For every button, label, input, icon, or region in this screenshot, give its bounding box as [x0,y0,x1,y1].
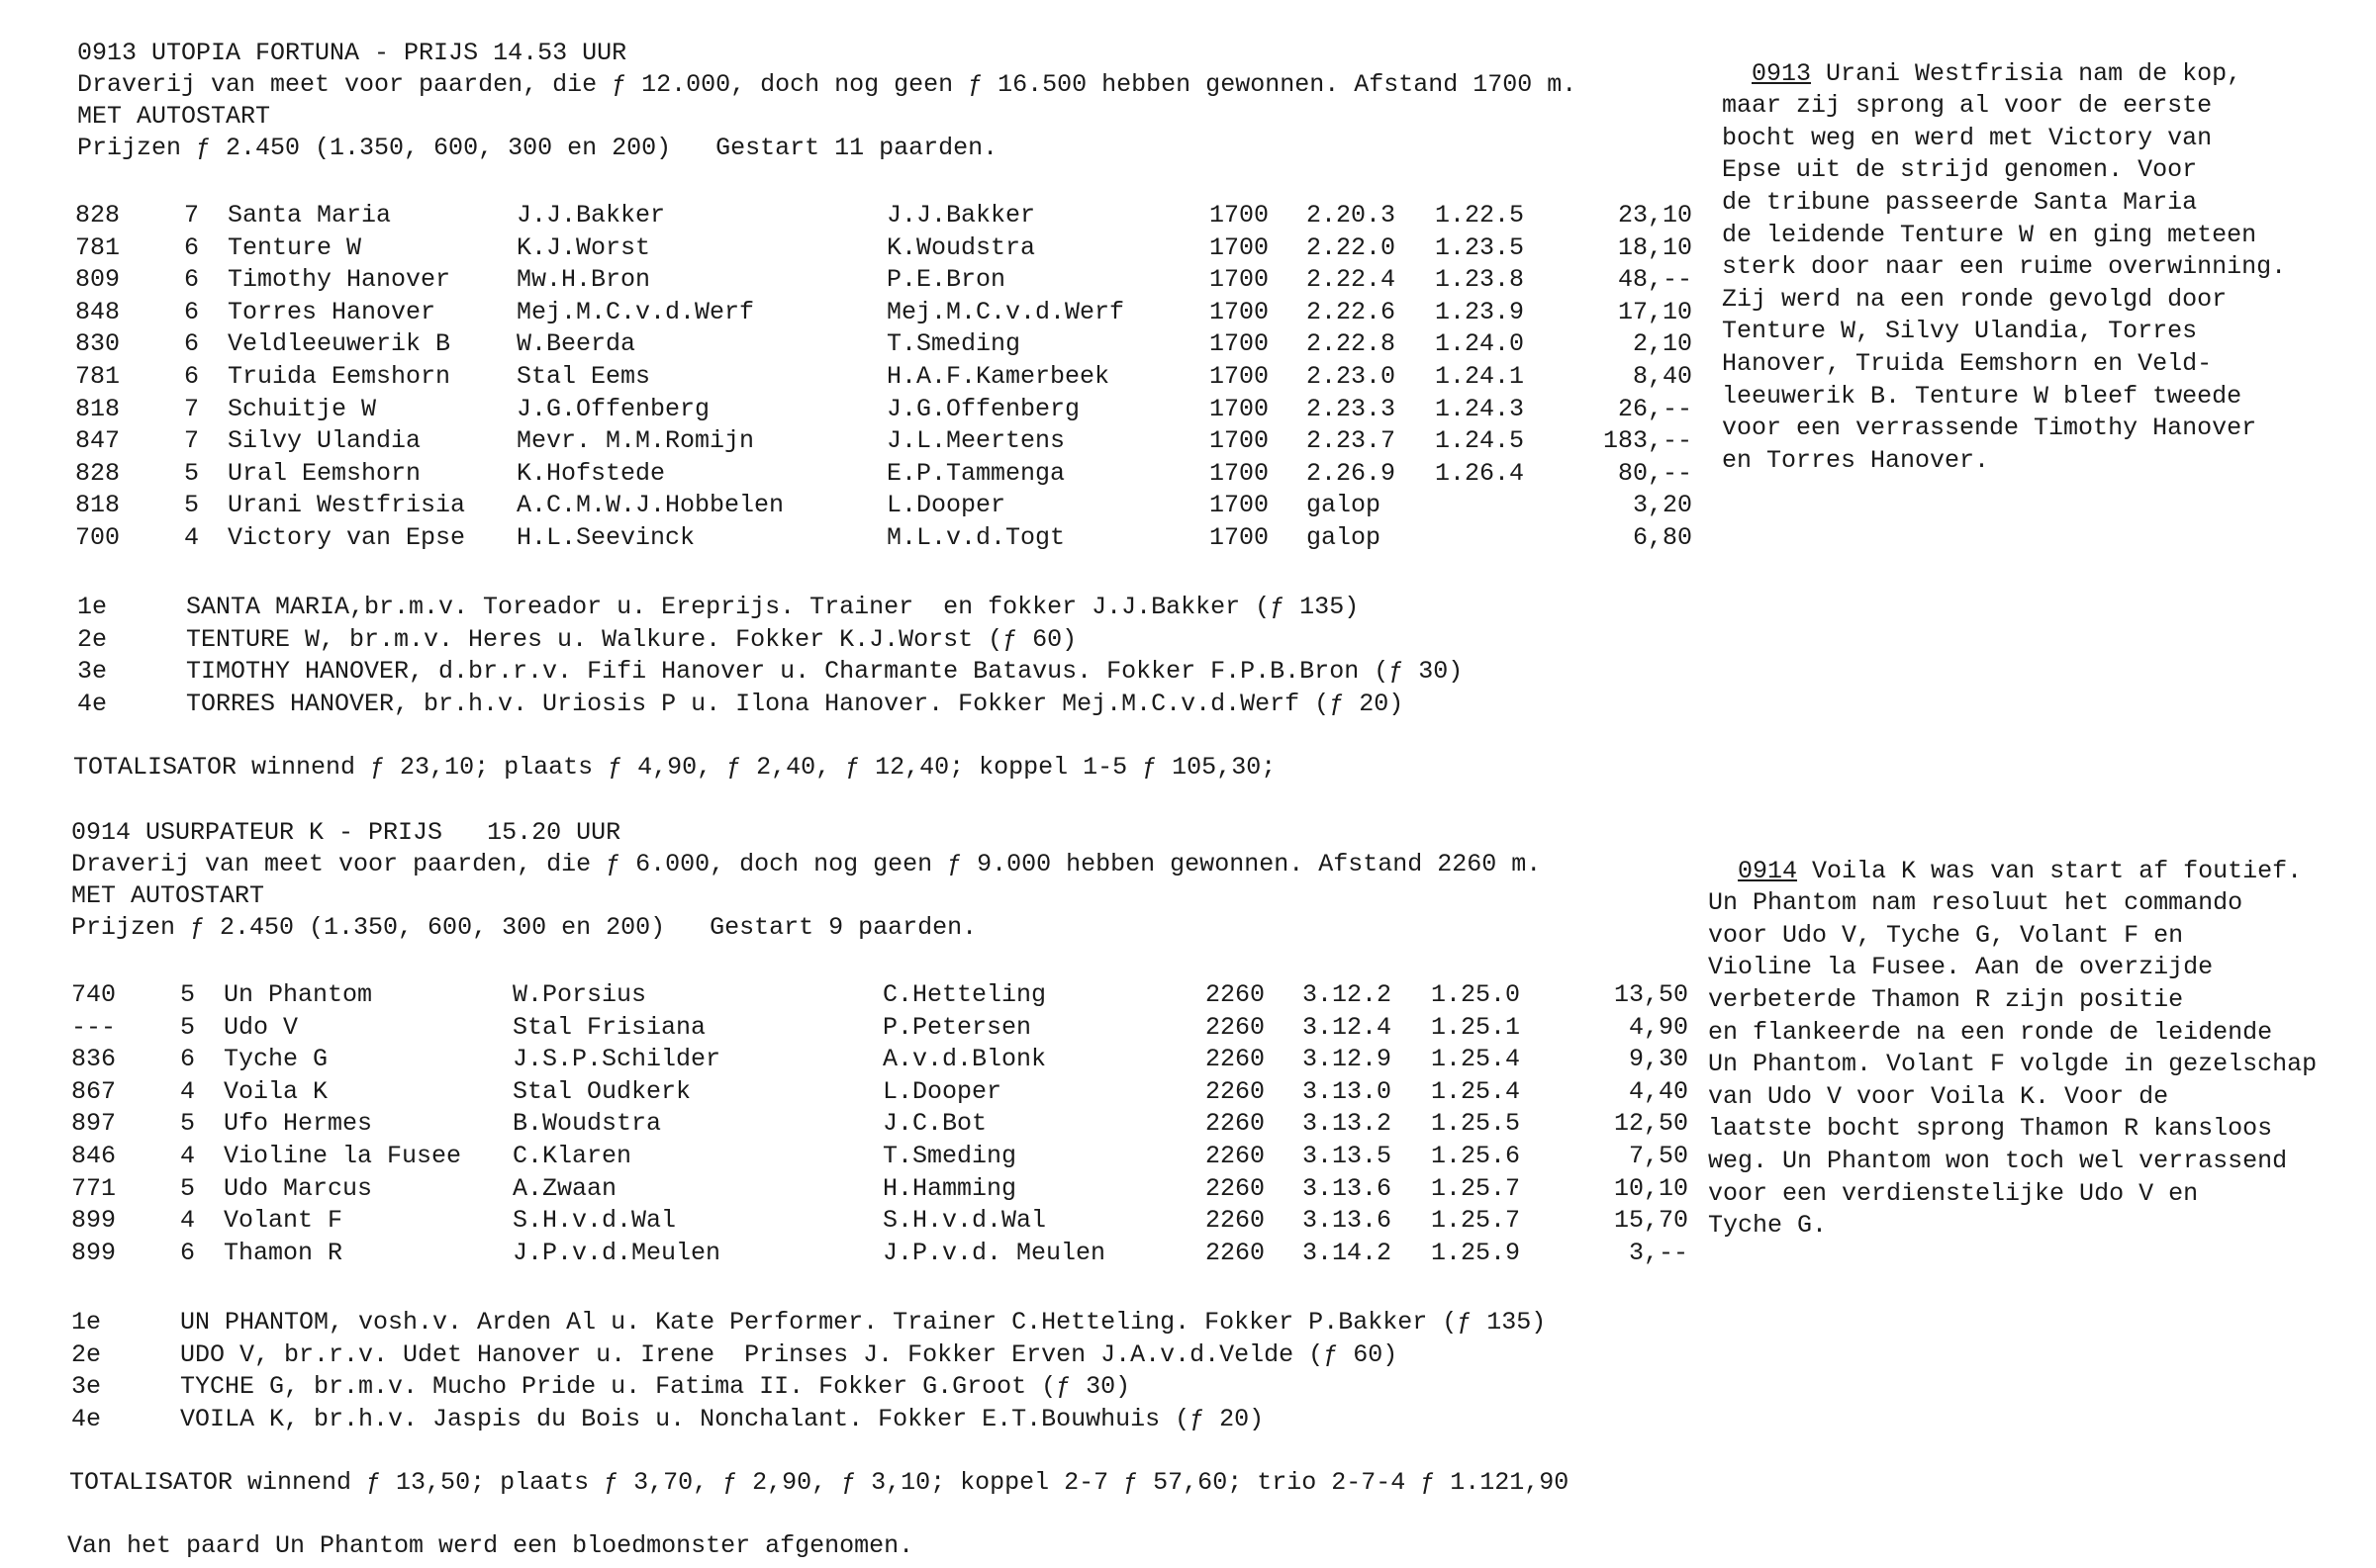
odds-cell: 18,10 [1617,232,1692,262]
table-row [0,1076,1688,1109]
race-time-cell: 3.14.2 [1302,1238,1392,1267]
odds-cell: 26,-- [1617,394,1692,423]
placing-description: TIMOTHY HANOVER, d.br.r.v. Fifi Hanover u. Charmante Batavus. Fokker F.P.B.Bron (ƒ 30) [186,657,1464,687]
km-time-cell: 1.22.5 [1435,201,1525,230]
placing-description: UDO V, br.r.v. Udet Hanover u. Irene Prinses J. Fokker Erven J.A.v.d.Velde (ƒ 60) [180,1339,1398,1369]
commentary-line: verbeterde Thamon R zijn positie [1708,984,2184,1014]
entry-number-cell: 846 [71,1141,117,1170]
distance-cell: 1700 [1209,297,1270,326]
km-time-cell: 1.25.1 [1431,1012,1521,1042]
results-table [0,979,1688,1269]
odds-cell: 13,50 [1613,980,1688,1009]
placing-row [71,1371,1546,1404]
commentary-line: maar zij sprong al voor de eerste [1722,91,2213,121]
table-row [0,458,1692,491]
race-time-cell: 3.13.0 [1302,1076,1392,1106]
placing-row [71,1339,1546,1372]
commentary-line: Un Phantom. Volant F volgde in gezelschap [1708,1050,2318,1079]
start-type: MET AUTOSTART [71,881,265,910]
horse-age-cell: 5 [180,980,196,1009]
driver-cell: J.P.v.d. Meulen [883,1238,1106,1267]
driver-cell: L.Dooper [883,1076,1002,1106]
race-time-cell: 2.23.3 [1306,394,1396,423]
odds-cell: 10,10 [1613,1173,1688,1203]
distance-cell: 1700 [1209,458,1270,488]
horse-age-cell: 5 [180,1109,196,1139]
entry-number-cell: 848 [75,297,121,326]
commentary-line: Hanover, Truida Eemshorn en Veld- [1722,348,2213,378]
placing-description: UN PHANTOM, vosh.v. Arden Al u. Kate Performer. Trainer C.Hetteling. Fokker P.Bakker (ƒ 135) [180,1308,1547,1337]
placing-description: SANTA MARIA,br.m.v. Toreador u. Ereprijs. Trainer en fokker J.J.Bakker (ƒ 135) [186,593,1360,621]
horse-age-cell: 7 [184,426,200,456]
horse-age-cell: 6 [184,265,200,295]
placing-description: TORRES HANOVER, br.h.v. Uriosis P u. Ilona Hanover. Fokker Mej.M.C.v.d.Werf (ƒ 20) [186,689,1404,718]
horse-name-cell: Truida Eemshorn [228,361,451,391]
horse-name-cell: Veldleeuwerik B [228,329,451,359]
driver-cell: P.Petersen [883,1012,1032,1042]
odds-cell: 80,-- [1617,458,1692,488]
commentary-race-number: 0913 [1752,58,1812,88]
horse-name-cell: Ufo Hermes [224,1109,373,1139]
km-time-cell: 1.23.8 [1435,265,1525,295]
km-time-cell: 1.26.4 [1435,458,1525,488]
km-time-cell: 1.25.9 [1431,1238,1521,1267]
owner-cell: Stal Oudkerk [513,1076,692,1106]
owner-cell: J.S.P.Schilder [513,1045,721,1074]
commentary-line: laatste bocht sprong Thamon R kansloos [1708,1114,2273,1144]
table-row [0,264,1692,297]
table-row [0,394,1692,426]
table-row [0,1044,1688,1076]
horse-age-cell: 6 [184,329,200,359]
table-row [0,522,1692,555]
placing-rank: 1e [77,593,108,621]
horse-age-cell: 4 [180,1076,196,1106]
commentary-line: leeuwerik B. Tenture W bleef tweede [1722,381,2242,411]
entry-number-cell: 771 [71,1173,117,1203]
placings-list [71,1307,1546,1435]
distance-cell: 2260 [1205,980,1266,1009]
driver-cell: H.Hamming [883,1173,1017,1203]
distance-cell: 1700 [1209,265,1270,295]
entry-number-cell: 830 [75,329,121,359]
table-row [0,1108,1688,1141]
horse-name-cell: Tenture W [228,232,362,262]
km-time-cell [1435,522,1583,555]
commentary-line: Voila K was van start af foutief. [1797,856,2303,885]
placing-rank: 1e [71,1308,102,1337]
table-row [0,297,1692,329]
placing-description: TYCHE G, br.m.v. Mucho Pride u. Fatima II. Fokker G.Groot (ƒ 30) [180,1372,1131,1402]
horse-age-cell: 7 [184,394,200,423]
race-time-cell: 2.23.7 [1306,426,1396,456]
distance-cell: 1700 [1209,426,1270,456]
commentary-line: en Torres Hanover. [1722,445,1990,475]
placing-description: TENTURE W, br.m.v. Heres u. Walkure. Fokker K.J.Worst (ƒ 60) [186,624,1078,654]
owner-cell: Mej.M.C.v.d.Werf [517,297,755,326]
prize-line: Prijzen ƒ 2.450 (1.350, 600, 300 en 200) Gestart 11 paarden. [77,134,998,162]
race-time-cell: 2.23.0 [1306,361,1396,391]
horse-name-cell: Victory van Epse [228,522,466,552]
horse-age-cell: 6 [184,361,200,391]
placing-row [77,656,1463,689]
owner-cell: W.Porsius [513,980,647,1009]
entry-number-cell: 700 [75,522,121,552]
results-table [0,200,1692,555]
entry-number-cell: 781 [75,361,121,391]
distance-cell: 2260 [1205,1076,1266,1106]
owner-cell: J.P.v.d.Meulen [513,1238,721,1267]
table-row [0,1205,1688,1238]
odds-cell: 17,10 [1617,297,1692,326]
table-row [0,490,1692,522]
placing-description: VOILA K, br.h.v. Jaspis du Bois u. Nonchalant. Fokker E.T.Bouwhuis (ƒ 20) [180,1404,1265,1433]
distance-cell: 1700 [1209,232,1270,262]
km-time-cell: 1.24.0 [1435,329,1525,359]
distance-cell: 1700 [1209,361,1270,391]
driver-cell: J.G.Offenberg [887,394,1081,423]
odds-cell: 6,80 [1632,522,1692,552]
commentary-line: Un Phantom nam resoluut het commando [1708,888,2243,918]
distance-cell: 2260 [1205,1206,1266,1236]
commentary-line: voor een verrassende Timothy Hanover [1722,414,2257,443]
km-time-cell: 1.25.0 [1431,980,1521,1009]
commentary-race-number: 0914 [1738,856,1798,885]
commentary-line: Tyche G. [1708,1211,1828,1241]
km-time-cell: 1.25.4 [1431,1076,1521,1106]
horse-age-cell: 6 [184,297,200,326]
km-time-cell: 1.25.7 [1431,1206,1521,1236]
horse-name-cell: Udo V [224,1012,299,1042]
table-row [0,1238,1688,1270]
driver-cell: T.Smeding [883,1141,1017,1170]
commentary-line: voor Udo V, Tyche G, Volant F en [1708,920,2184,950]
horse-age-cell: 4 [184,522,200,552]
driver-cell: Mej.M.C.v.d.Werf [887,297,1125,326]
km-time-cell: 1.25.6 [1431,1141,1521,1170]
owner-cell: A.Zwaan [513,1173,618,1203]
table-row [0,232,1692,265]
horse-name-cell: Timothy Hanover [228,265,451,295]
km-time-cell: 1.25.4 [1431,1045,1521,1074]
table-row [0,425,1692,458]
horse-name-cell: Volant F [224,1206,343,1236]
commentary-line: sterk door naar een ruime overwinning. [1722,252,2287,282]
driver-cell: J.L.Meertens [887,426,1066,456]
table-row [0,1012,1688,1045]
owner-cell: Stal Frisiana [513,1012,707,1042]
placings-list [77,592,1463,720]
placing-row [77,689,1463,721]
km-time-cell: 1.23.9 [1435,297,1525,326]
placing-row [71,1307,1546,1339]
prize-line: Prijzen ƒ 2.450 (1.350, 600, 300 en 200) Gestart 9 paarden. [71,913,978,942]
table-row [0,1173,1688,1206]
horse-name-cell: Thamon R [224,1238,343,1267]
race-time-cell: 2.26.9 [1306,458,1396,488]
placing-rank: 3e [77,657,108,687]
owner-cell: C.Klaren [513,1141,632,1170]
race-conditions: Draverij van meet voor paarden, die ƒ 12.000, doch nog geen ƒ 16.500 hebben gewonnen. Afstand 1700 m. [77,70,1577,99]
totalisator-line: TOTALISATOR winnend ƒ 23,10; plaats ƒ 4,90, ƒ 2,40, ƒ 12,40; koppel 1-5 ƒ 105,30; [73,753,1277,782]
race-commentary [1708,823,2317,1243]
km-time-cell: 1.24.1 [1435,361,1525,391]
odds-cell: 8,40 [1632,361,1692,391]
race-header [77,38,1576,164]
driver-cell: C.Hetteling [883,980,1047,1009]
horse-name-cell: Ural Eemshorn [228,458,422,488]
owner-cell: S.H.v.d.Wal [513,1206,677,1236]
odds-cell: 3,20 [1632,491,1692,520]
race-time-cell: 3.13.2 [1302,1109,1392,1139]
odds-cell: 4,40 [1628,1076,1688,1106]
odds-cell: 9,30 [1628,1045,1688,1074]
km-time-cell: 1.25.5 [1431,1109,1521,1139]
horse-age-cell: 5 [180,1173,196,1203]
entry-number-cell: 828 [75,201,121,230]
placing-rank: 4e [77,689,108,718]
driver-cell: T.Smeding [887,329,1021,359]
race-note: Van het paard Un Phantom werd een bloedmonster afgenomen. [67,1531,914,1560]
start-type: MET AUTOSTART [77,102,271,131]
table-row [0,328,1692,361]
km-time-cell: 1.23.5 [1435,232,1525,262]
owner-cell: H.L.Seevinck [517,522,696,552]
owner-cell: W.Beerda [517,329,636,359]
table-row [0,979,1688,1012]
placing-rank: 4e [71,1404,102,1433]
horse-name-cell: Udo Marcus [224,1173,373,1203]
odds-cell: 23,10 [1617,201,1692,230]
entry-number-cell: 867 [71,1076,117,1106]
distance-cell: 2260 [1205,1012,1266,1042]
placing-rank: 2e [77,624,108,654]
horse-age-cell: 6 [180,1045,196,1074]
odds-cell: 183,-- [1602,426,1692,456]
horse-name-cell: Silvy Ulandia [228,426,422,456]
distance-cell: 2260 [1205,1173,1266,1203]
distance-cell: 2260 [1205,1141,1266,1170]
race-time-cell: 3.12.9 [1302,1045,1392,1074]
driver-cell: A.v.d.Blonk [883,1045,1047,1074]
placing-rank: 3e [71,1372,102,1402]
commentary-line: Epse uit de strijd genomen. Voor [1722,155,2198,185]
race-time-cell: 2.20.3 [1306,201,1396,230]
owner-cell: J.J.Bakker [517,201,666,230]
commentary-line: Zij werd na een ronde gevolgd door [1722,284,2228,314]
placing-row [77,624,1463,657]
km-time-cell: 1.25.7 [1431,1173,1521,1203]
commentary-text [1722,59,2286,475]
commentary-line: weg. Un Phantom won toch wel verrassend [1708,1146,2288,1175]
horse-age-cell: 6 [184,232,200,262]
commentary-line: Tenture W, Silvy Ulandia, Torres [1722,317,2198,346]
commentary-line: Urani Westfrisia nam de kop, [1811,58,2242,88]
horse-age-cell: 4 [180,1206,196,1236]
race-time-cell: 3.13.6 [1302,1173,1392,1203]
odds-cell: 7,50 [1628,1141,1688,1170]
entry-number-cell: 809 [75,265,121,295]
commentary-line: bocht weg en werd met Victory van [1722,123,2213,152]
entry-number-cell: 818 [75,394,121,423]
distance-cell: 1700 [1209,394,1270,423]
placing-row [71,1404,1546,1436]
entry-number-cell: 781 [75,232,121,262]
commentary-line: voor een verdienstelijke Udo V en [1708,1178,2199,1208]
entry-number-cell: --- [71,1012,117,1042]
table-row [0,200,1692,232]
entry-number-cell: 897 [71,1109,117,1139]
totalisator-line: TOTALISATOR winnend ƒ 13,50; plaats ƒ 3,70, ƒ 2,90, ƒ 3,10; koppel 2-7 ƒ 57,60; trio 2-7-4 ƒ 1.121,90 [69,1468,1569,1497]
commentary-line: de leidende Tenture W en ging meteen [1722,220,2257,249]
entry-number-cell: 818 [75,491,121,520]
owner-cell: Mevr. M.M.Romijn [517,426,755,456]
km-time-cell [1435,490,1583,522]
odds-cell: 15,70 [1613,1206,1688,1236]
race-time-cell: 3.13.5 [1302,1141,1392,1170]
entry-number-cell: 836 [71,1045,117,1074]
table-row [0,1141,1688,1173]
race-title: 0914 USURPATEUR K - PRIJS 15.20 UUR [71,818,621,847]
race-header [71,817,1541,944]
horse-name-cell: Urani Westfrisia [228,491,466,520]
race-time-cell: 3.13.6 [1302,1206,1392,1236]
entry-number-cell: 740 [71,980,117,1009]
placing-row [77,592,1463,624]
race-time-cell: galop [1306,491,1381,520]
commentary-line: en flankeerde na een ronde de leidende [1708,1017,2273,1047]
distance-cell: 1700 [1209,522,1270,552]
driver-cell: H.A.F.Kamerbeek [887,361,1110,391]
commentary-line: Violine la Fusee. Aan de overzijde [1708,953,2214,982]
distance-cell: 2260 [1205,1109,1266,1139]
horse-name-cell: Violine la Fusee [224,1141,462,1170]
owner-cell: A.C.M.W.J.Hobbelen [517,491,785,520]
entry-number-cell: 828 [75,458,121,488]
table-row [0,361,1692,394]
race-time-cell: 2.22.8 [1306,329,1396,359]
horse-age-cell: 4 [180,1141,196,1170]
driver-cell: J.J.Bakker [887,201,1036,230]
commentary-line: van Udo V voor Voila K. Voor de [1708,1081,2169,1111]
entry-number-cell: 847 [75,426,121,456]
horse-age-cell: 5 [180,1012,196,1042]
owner-cell: K.Hofstede [517,458,666,488]
race-time-cell: galop [1306,522,1381,552]
driver-cell: P.E.Bron [887,265,1006,295]
driver-cell: S.H.v.d.Wal [883,1206,1047,1236]
distance-cell: 1700 [1209,201,1270,230]
km-time-cell: 1.24.5 [1435,426,1525,456]
horse-age-cell: 6 [180,1238,196,1267]
distance-cell: 1700 [1209,329,1270,359]
commentary-text [1708,857,2317,1241]
driver-cell: L.Dooper [887,491,1006,520]
driver-cell: E.P.Tammenga [887,458,1066,488]
distance-cell: 1700 [1209,491,1270,520]
owner-cell: Stal Eems [517,361,651,391]
odds-cell: 2,10 [1632,329,1692,359]
owner-cell: B.Woudstra [513,1109,662,1139]
owner-cell: Mw.H.Bron [517,265,651,295]
entry-number-cell: 899 [71,1238,117,1267]
horse-name-cell: Torres Hanover [228,297,436,326]
distance-cell: 2260 [1205,1045,1266,1074]
horse-name-cell: Tyche G [224,1045,329,1074]
race-time-cell: 2.22.0 [1306,232,1396,262]
race-conditions: Draverij van meet voor paarden, die ƒ 6.000, doch nog geen ƒ 9.000 hebben gewonnen. Afstand 2260 m. [71,850,1542,878]
horse-age-cell: 5 [184,458,200,488]
odds-cell: 48,-- [1617,265,1692,295]
odds-cell: 12,50 [1613,1109,1688,1139]
commentary-line: de tribune passeerde Santa Maria [1722,187,2198,217]
owner-cell: J.G.Offenberg [517,394,711,423]
odds-cell: 3,-- [1628,1238,1688,1267]
horse-name-cell: Santa Maria [228,201,392,230]
horse-age-cell: 7 [184,201,200,230]
horse-name-cell: Un Phantom [224,980,373,1009]
owner-cell: K.J.Worst [517,232,651,262]
horse-age-cell: 5 [184,491,200,520]
race-commentary [1722,26,2286,477]
race-time-cell: 3.12.2 [1302,980,1392,1009]
race-title: 0913 UTOPIA FORTUNA - PRIJS 14.53 UUR [77,39,627,67]
entry-number-cell: 899 [71,1206,117,1236]
km-time-cell: 1.24.3 [1435,394,1525,423]
horse-name-cell: Schuitje W [228,394,377,423]
odds-cell: 4,90 [1628,1012,1688,1042]
driver-cell: K.Woudstra [887,232,1036,262]
distance-cell: 2260 [1205,1238,1266,1267]
placing-rank: 2e [71,1339,102,1369]
race-time-cell: 2.22.4 [1306,265,1396,295]
driver-cell: J.C.Bot [883,1109,988,1139]
race-time-cell: 3.12.4 [1302,1012,1392,1042]
horse-name-cell: Voila K [224,1076,329,1106]
driver-cell: M.L.v.d.Togt [887,522,1066,552]
race-time-cell: 2.22.6 [1306,297,1396,326]
